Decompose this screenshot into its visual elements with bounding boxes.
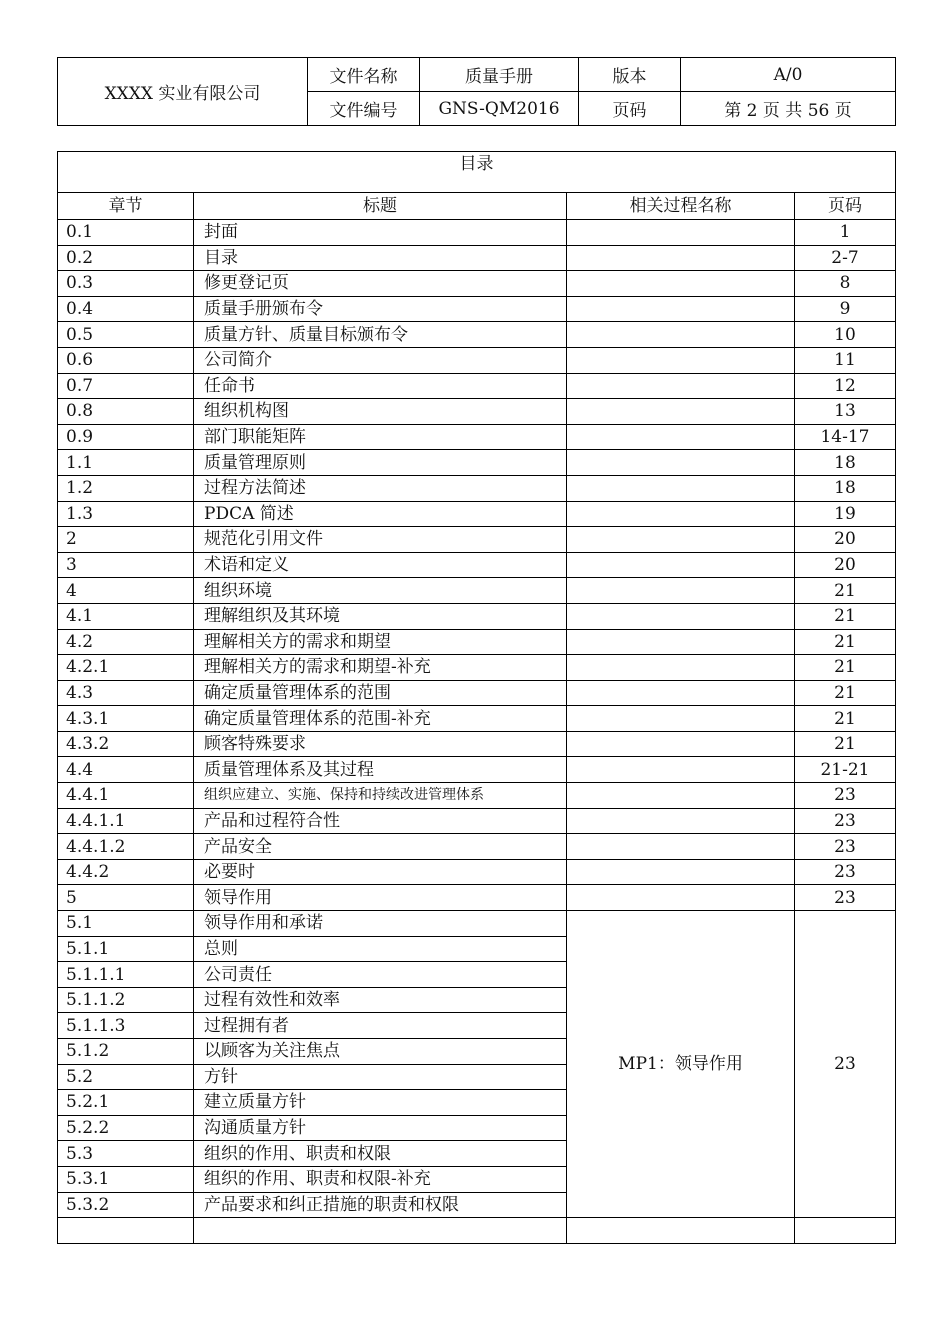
doc-name-value: 质量手册: [420, 58, 579, 92]
toc-entry-title: 术语和定义: [194, 552, 567, 578]
toc-entry-title: 过程拥有者: [194, 1013, 567, 1039]
toc-entry-title: 领导作用: [194, 885, 567, 911]
toc-page-number: 23: [795, 808, 896, 834]
toc-process-name: [567, 731, 795, 757]
toc-process-name: [567, 424, 795, 450]
toc-entry-title: 封面: [194, 220, 567, 246]
toc-entry-title: 任命书: [194, 373, 567, 399]
toc-section-number: 4.3: [58, 680, 194, 706]
table-row: [58, 424, 896, 450]
toc-entry-title: 修更登记页: [194, 271, 567, 297]
page-value: 第 2 页 共 56 页: [681, 92, 896, 126]
toc-process-name: [567, 706, 795, 732]
toc-page-number: 8: [795, 271, 896, 297]
toc-process-name: [567, 475, 795, 501]
table-row: [58, 911, 896, 937]
toc-page-number: 2-7: [795, 245, 896, 271]
table-row: [58, 527, 896, 553]
toc-entry-title: 确定质量管理体系的范围-补充: [194, 706, 567, 732]
toc-section-number: 2: [58, 527, 194, 553]
toc-section-number: 5.3.2: [58, 1192, 194, 1218]
toc-process-name: [567, 629, 795, 655]
toc-entry-title: PDCA 简述: [194, 501, 567, 527]
toc-process-name: [567, 245, 795, 271]
toc-section-number: 0.2: [58, 245, 194, 271]
toc-entry-title: 领导作用和承诺: [194, 911, 567, 937]
version-label: 版本: [579, 58, 681, 92]
toc-entry-title: 产品和过程符合性: [194, 808, 567, 834]
toc-section-number: 5.3.1: [58, 1166, 194, 1192]
toc-section-number: 1.1: [58, 450, 194, 476]
toc-page-number: 21: [795, 680, 896, 706]
toc-page-number: 23: [795, 885, 896, 911]
toc-entry-title: 质量手册颁布令: [194, 296, 567, 322]
table-row: [58, 245, 896, 271]
toc-page-number: 20: [795, 527, 896, 553]
toc-entry-title: 组织的作用、职责和权限-补充: [194, 1166, 567, 1192]
toc-section-number: 5.1.1: [58, 936, 194, 962]
toc-process-name: [567, 322, 795, 348]
toc-page-number: 23: [795, 859, 896, 885]
toc-entry-title: 建立质量方针: [194, 1090, 567, 1116]
table-row: [58, 808, 896, 834]
toc-page-number: 21: [795, 706, 896, 732]
toc-page-number: 18: [795, 475, 896, 501]
table-row: [58, 834, 896, 860]
toc-section-number: 4.4.2: [58, 859, 194, 885]
table-row: [58, 450, 896, 476]
toc-entry-title: 组织应建立、实施、保持和持续改进管理体系: [194, 783, 567, 809]
doc-number-label: 文件编号: [308, 92, 420, 126]
table-row: [58, 885, 896, 911]
version-value: A/0: [681, 58, 896, 92]
toc-entry-title: 理解相关方的需求和期望: [194, 629, 567, 655]
toc-process-name: [567, 271, 795, 297]
table-row: [58, 783, 896, 809]
table-of-contents: [57, 151, 896, 1244]
toc-section-number: 5.2: [58, 1064, 194, 1090]
table-row: [58, 680, 896, 706]
table-row-empty: [58, 1218, 896, 1244]
table-row: [58, 322, 896, 348]
toc-page-number: 21: [795, 731, 896, 757]
toc-entry-title: 规范化引用文件: [194, 527, 567, 553]
empty-cell: [194, 1218, 567, 1244]
toc-page-number: 21: [795, 603, 896, 629]
doc-number-value: GNS-QM2016: [420, 92, 579, 126]
toc-page-number: 23: [795, 834, 896, 860]
table-row: [58, 373, 896, 399]
toc-section-number: 0.5: [58, 322, 194, 348]
toc-entry-title: 质量管理原则: [194, 450, 567, 476]
toc-page-number: 1: [795, 220, 896, 246]
toc-section-number: 5.1.1.2: [58, 987, 194, 1013]
toc-process-name: [567, 859, 795, 885]
toc-section-number: 5.1.1.1: [58, 962, 194, 988]
toc-page-number: 14-17: [795, 424, 896, 450]
toc-section-number: 5: [58, 885, 194, 911]
toc-process-name: [567, 501, 795, 527]
toc-entry-title: 公司简介: [194, 347, 567, 373]
toc-page-number: 20: [795, 552, 896, 578]
toc-section-number: 5.1.1.3: [58, 1013, 194, 1039]
toc-process-name: [567, 373, 795, 399]
toc-page-number: 21: [795, 578, 896, 604]
toc-entry-title: 总则: [194, 936, 567, 962]
toc-section-number: 0.6: [58, 347, 194, 373]
table-row: [58, 552, 896, 578]
toc-process-name: [567, 220, 795, 246]
table-row: [58, 859, 896, 885]
toc-section-number: 0.8: [58, 399, 194, 425]
toc-page-number: 18: [795, 450, 896, 476]
table-row: [58, 501, 896, 527]
document-header-table: [57, 57, 896, 126]
toc-process-name: [567, 885, 795, 911]
table-row: [58, 629, 896, 655]
company-name: XXXX 实业有限公司: [58, 58, 308, 126]
toc-section-number: 4.4.1.1: [58, 808, 194, 834]
toc-section-number: 5.3: [58, 1141, 194, 1167]
toc-process-name: [567, 655, 795, 681]
toc-entry-title: 必要时: [194, 859, 567, 885]
toc-section-number: 0.1: [58, 220, 194, 246]
table-row: [58, 578, 896, 604]
empty-cell: [567, 1218, 795, 1244]
toc-section-number: 0.3: [58, 271, 194, 297]
toc-page-number: 21: [795, 629, 896, 655]
empty-cell: [795, 1218, 896, 1244]
toc-entry-title: 质量方针、质量目标颁布令: [194, 322, 567, 348]
toc-process-name: [567, 527, 795, 553]
toc-section-number: 0.7: [58, 373, 194, 399]
toc-entry-title: 组织的作用、职责和权限: [194, 1141, 567, 1167]
toc-process-name: [567, 552, 795, 578]
table-row: [58, 475, 896, 501]
toc-process-name: [567, 347, 795, 373]
column-header-process: 相关过程名称: [567, 193, 795, 220]
toc-entry-title: 理解组织及其环境: [194, 603, 567, 629]
toc-section-number: 4.3.1: [58, 706, 194, 732]
toc-page-number: 9: [795, 296, 896, 322]
toc-section-number: 4.2: [58, 629, 194, 655]
toc-entry-title: 过程有效性和效率: [194, 987, 567, 1013]
toc-process-name: [567, 757, 795, 783]
toc-process-name: [567, 834, 795, 860]
table-row: [58, 271, 896, 297]
toc-title: 目录: [58, 152, 896, 193]
toc-entry-title: 组织环境: [194, 578, 567, 604]
table-row: [58, 655, 896, 681]
toc-section-number: 5.2.1: [58, 1090, 194, 1116]
toc-entry-title: 组织机构图: [194, 399, 567, 425]
toc-entry-title: 过程方法简述: [194, 475, 567, 501]
doc-name-label: 文件名称: [308, 58, 420, 92]
toc-section-number: 4.4.1: [58, 783, 194, 809]
toc-entry-title: 质量管理体系及其过程: [194, 757, 567, 783]
table-row: [58, 757, 896, 783]
toc-process-name: [567, 450, 795, 476]
toc-page-number: 13: [795, 399, 896, 425]
toc-entry-title: 沟通质量方针: [194, 1115, 567, 1141]
column-header-page: 页码: [795, 193, 896, 220]
table-row: [58, 296, 896, 322]
toc-section-number: 5.1.2: [58, 1039, 194, 1065]
toc-process-name: [567, 603, 795, 629]
toc-entry-title: 部门职能矩阵: [194, 424, 567, 450]
toc-entry-title: 产品要求和纠正措施的职责和权限: [194, 1192, 567, 1218]
column-header-title: 标题: [194, 193, 567, 220]
table-row: [58, 347, 896, 373]
toc-section-number: 4.1: [58, 603, 194, 629]
toc-section-number: 4.3.2: [58, 731, 194, 757]
table-row: [58, 399, 896, 425]
table-row: [58, 731, 896, 757]
toc-section-number: 0.9: [58, 424, 194, 450]
toc-process-name: [567, 578, 795, 604]
toc-page-number: 10: [795, 322, 896, 348]
table-row: [58, 603, 896, 629]
toc-entry-title: 目录: [194, 245, 567, 271]
toc-section-number: 3: [58, 552, 194, 578]
toc-page-number: 21: [795, 655, 896, 681]
toc-process-name: [567, 783, 795, 809]
toc-page-number-merged: 23: [795, 911, 896, 1218]
toc-process-name: [567, 680, 795, 706]
toc-section-number: 0.4: [58, 296, 194, 322]
toc-page-number: 19: [795, 501, 896, 527]
toc-entry-title: 方针: [194, 1064, 567, 1090]
toc-section-number: 5.2.2: [58, 1115, 194, 1141]
toc-entry-title: 公司责任: [194, 962, 567, 988]
toc-section-number: 1.3: [58, 501, 194, 527]
toc-process-name: [567, 808, 795, 834]
toc-entry-title: 顾客特殊要求: [194, 731, 567, 757]
toc-page-number: 23: [795, 783, 896, 809]
toc-section-number: 1.2: [58, 475, 194, 501]
toc-page-number: 21-21: [795, 757, 896, 783]
toc-process-name: [567, 296, 795, 322]
toc-entry-title: 确定质量管理体系的范围: [194, 680, 567, 706]
toc-entry-title: 理解相关方的需求和期望-补充: [194, 655, 567, 681]
toc-page-number: 12: [795, 373, 896, 399]
table-row: [58, 220, 896, 246]
toc-section-number: 4.2.1: [58, 655, 194, 681]
toc-section-number: 4.4: [58, 757, 194, 783]
toc-header-row: [58, 193, 896, 220]
toc-section-number: 5.1: [58, 911, 194, 937]
toc-entry-title: 以顾客为关注焦点: [194, 1039, 567, 1065]
toc-section-number: 4: [58, 578, 194, 604]
column-header-section: 章节: [58, 193, 194, 220]
toc-section-number: 4.4.1.2: [58, 834, 194, 860]
page-label: 页码: [579, 92, 681, 126]
toc-page-number: 11: [795, 347, 896, 373]
table-row: [58, 706, 896, 732]
toc-process-name: [567, 399, 795, 425]
empty-cell: [58, 1218, 194, 1244]
toc-process-name-merged: MP1：领导作用: [567, 911, 795, 1218]
toc-entry-title: 产品安全: [194, 834, 567, 860]
